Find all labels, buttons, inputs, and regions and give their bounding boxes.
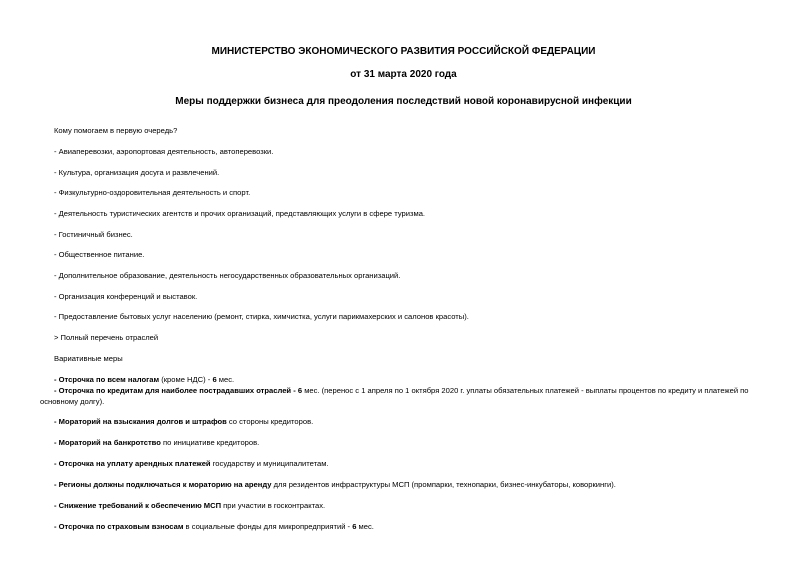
- list-item: - Культура, организация досуга и развлечений.: [54, 168, 220, 177]
- measures-heading: Вариативные меры: [54, 354, 123, 363]
- list-item: - Гостиничный бизнес.: [54, 230, 133, 239]
- measure-item: - Мораторий на взыскания долгов и штрафов со стороны кредиторов.: [54, 417, 314, 426]
- list-item: - Дополнительное образование, деятельность негосударственных образовательных организаций.: [54, 271, 401, 280]
- measure-item: - Отсрочка по страховым взносам в социальные фонды для микропредприятий - 6 мес.: [54, 522, 374, 531]
- measure-item: - Отсрочка по всем налогам (кроме НДС) - 6 мес.: [54, 375, 235, 384]
- measure-item: - Снижение требований к обеспечению МСП при участии в госконтрактах.: [54, 501, 326, 510]
- measure-item: - Регионы должны подключаться к мораторию на аренду для резидентов инфраструктуры МСП (промпарки, технопарки, бизнес-инкубаторы, коворкинги).: [54, 480, 616, 489]
- ministry-heading: МИНИСТЕРСТВО ЭКОНОМИЧЕСКОГО РАЗВИТИЯ РОССИЙСКОЙ ФЕДЕРАЦИИ: [211, 46, 596, 57]
- list-item: - Авиаперевозки, аэропортовая деятельность, автоперевозки.: [54, 147, 274, 156]
- list-item: - Физкультурно-оздоровительная деятельность и спорт.: [54, 188, 251, 197]
- measure-item: - Отсрочка на уплату арендных платежей государству и муниципалитетам.: [54, 459, 329, 468]
- who-question: Кому помогаем в первую очередь?: [54, 126, 178, 135]
- list-item: - Общественное питание.: [54, 250, 145, 259]
- full-list-link[interactable]: > Полный перечень отраслей: [54, 333, 159, 342]
- list-item: - Деятельность туристических агентств и прочих организаций, представляющих услуги в сфере туризма.: [54, 209, 426, 218]
- list-item: - Предоставление бытовых услуг населению (ремонт, стирка, химчистка, услуги парикмахерских и салонов красоты).: [54, 312, 469, 321]
- list-item: - Организация конференций и выставок.: [54, 292, 198, 301]
- measure-item: - Мораторий на банкротство по инициативе кредиторов.: [54, 438, 260, 447]
- measure-item: - Отсрочка по кредитам для наиболее пострадавших отраслей - 6 мес. (перенос с 1 апреля по 1 октября 2020 г. уплаты обязательных платежей - выплаты процентов по кредиту и платежей по основному долгу).: [40, 386, 749, 406]
- document-title: Меры поддержки бизнеса для преодоления последствий новой коронавирусной инфекции: [175, 96, 632, 107]
- document-date: от 31 марта 2020 года: [350, 69, 457, 80]
